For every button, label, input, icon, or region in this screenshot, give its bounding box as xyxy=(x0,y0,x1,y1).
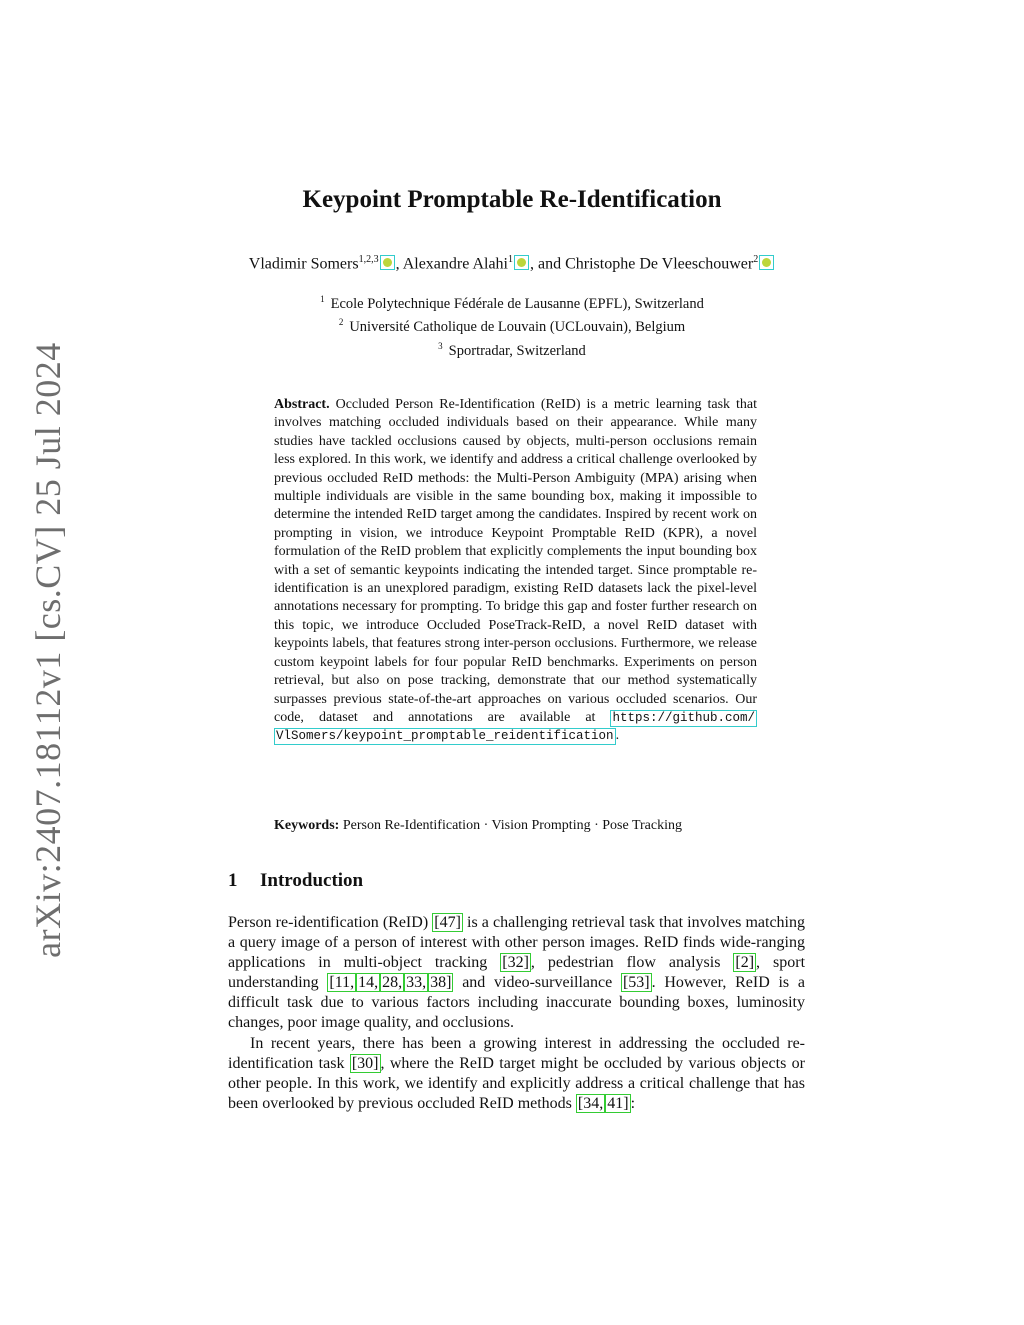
orcid-icon[interactable] xyxy=(759,255,774,270)
citation-link[interactable]: [34, xyxy=(577,1094,604,1112)
citation-link[interactable]: [11, xyxy=(329,974,355,992)
paper-title: Keypoint Promptable Re-Identification xyxy=(302,186,722,213)
abstract-text: Occluded Person Re-Identification (ReID) is a metric learning task that involves matching occluded individuals based on their appearance. While many studies have tackled occlusions caused by objects, multi-person occlusions remain less explored. In this work, we identify and address a critical challenge overlooked by previous occluded ReID methods: the Multi-Person Ambiguity (MPA) arising when multiple individuals are visible in the same bounding box, making it impossible to determine the intended ReID target among the candidates. Inspired by recent work on prompting in vision, we introduce Keypoint Promptable ReID (KPR), a novel formulation of the ReID problem that explicitly complements the input bounding box with a set of semantic keypoints indicating the intended target. Since promptable re-identification is an unexplored paradigm, existing ReID datasets lack the pixel-level annotations necessary for prompting. To bridge this gap and foster further research on this topic, we introduce Occluded PoseTrack-ReID, a novel ReID dataset with keypoints labels, that features strong inter-person occlusions. Furthermore, we release custom keypoint labels for four popular ReID benchmarks. Experiments on person retrieval, but also on pose tracking, demonstrate that our method systematically surpasses previous state-of-the-art approaches on various occluded scenarios. Our code, dataset and annotations are available at xyxy=(274,397,757,725)
section-title: Introduction xyxy=(260,870,364,891)
citation-link[interactable]: [30] xyxy=(351,1054,379,1072)
author-affil: 2 xyxy=(753,254,759,265)
paragraph: Person re-identification (ReID) [47] is a challenging retrieval task that involves matching a query image of a person of interest with other person images. ReID finds wide-ranging applications in multi-object tracking [32] , pedestrian flow analysis [2] , sport understanding [11, 14, 28, 33, 38] and video-surveillance [53] . However, ReID is a difficult task due to various factors including inaccurate bounding boxes, luminosity changes, poor image quality, and occlusions. xyxy=(228,914,806,1032)
affiliation: $^1$ Ecole Polytechnique Fédérale de Lausanne (EPFL), Switzerland xyxy=(320,294,704,312)
keywords-label: Keywords: xyxy=(274,818,340,833)
github-link-continued[interactable]: VlSomers/keypoint_promptable_reidentification xyxy=(276,729,614,744)
paragraph: In recent years, there has been a growing interest in addressing the occluded re-identification task [30] , where the ReID target might be occluded by various objects or other people. In this work, we identify and explicitly address a critical challenge that has been overlooked by previous occluded ReID methods [34, 41] : xyxy=(228,1034,806,1112)
citation-link[interactable]: [2] xyxy=(735,954,755,972)
github-link[interactable]: https://github.com/ xyxy=(612,710,755,725)
abstract-label: Abstract. xyxy=(274,397,330,412)
affiliation-list xyxy=(0,290,1024,360)
author-name: Christophe De Vleeschouwer xyxy=(565,255,754,273)
abstract: Abstract. Occluded Person Re-Identification (ReID) is a metric learning task that involves matching occluded individuals based on their appearance. While many studies have tackled occlusions caused by objects, multi-person occlusions remain less explored. In this work, we identify and address a critical challenge overlooked by previous occluded ReID methods: the Multi-Person Ambiguity (MPA) arising when multiple individuals are visible in the same bounding box, making it impossible to determine the intended ReID target among the candidates. Inspired by recent work on prompting in vision, we introduce Keypoint Promptable ReID (KPR), a novel formulation of the ReID problem that explicitly complements the input bounding box with a set of semantic keypoints indicating the intended target. Since promptable re-identification is an unexplored paradigm, existing ReID datasets lack the pixel-level annotations necessary for prompting. To bridge this gap and foster further research on this topic, we introduce Occluded PoseTrack-ReID, a novel ReID dataset with keypoints labels, that features strong inter-person occlusions. Furthermore, we release custom keypoint labels for four popular ReID benchmarks. Experiments on person retrieval, but also on pose tracking, demonstrate that our method systematically surpasses previous state-of-the-art approaches on various occluded scenarios. Our code, dataset and annotations are available at https://github.com/VlSomers/keypoint_promptable_reidentification . xyxy=(274,397,757,744)
author-name: Alexandre Alahi xyxy=(402,255,508,273)
section-number: 1 xyxy=(228,870,238,891)
citation-link[interactable]: 41] xyxy=(607,1094,629,1112)
citation-link[interactable]: 33, xyxy=(406,974,427,992)
citation-link[interactable]: 38] xyxy=(430,974,452,992)
author-name: Vladimir Somers xyxy=(248,255,359,273)
author-affil: 1 xyxy=(507,254,513,265)
author-affil: 1,2,3 xyxy=(358,254,379,265)
arxiv-sidebar xyxy=(28,342,68,958)
keywords-text: Person Re-Identification · Vision Prompting · Pose Tracking xyxy=(342,818,682,833)
author-list: Vladimir Somers$^{1,2,3}$ , Alexandre Alahi$^1$ , and Christophe De Vleeschouwer$^2$ xyxy=(0,254,1024,273)
orcid-icon[interactable] xyxy=(380,255,395,270)
citation-link[interactable]: [32] xyxy=(502,954,529,972)
affiliation: $^3$ Sportradar, Switzerland xyxy=(438,340,586,359)
keywords xyxy=(274,818,774,834)
affiliation: $^2$ Université Catholique de Louvain (UCLouvain), Belgium xyxy=(338,317,686,336)
citation-link[interactable]: [47] xyxy=(434,914,461,931)
citation-link[interactable]: [53] xyxy=(622,974,650,992)
orcid-icon[interactable] xyxy=(514,255,529,270)
arxiv-identifier: arXiv:2407.18112v1 [cs.CV] 25 Jul 2024 xyxy=(28,342,68,958)
citation-link[interactable]: 28, xyxy=(382,974,403,992)
introduction-body xyxy=(228,913,805,1114)
citation-link[interactable]: 14, xyxy=(358,974,379,992)
section-heading xyxy=(228,870,363,892)
